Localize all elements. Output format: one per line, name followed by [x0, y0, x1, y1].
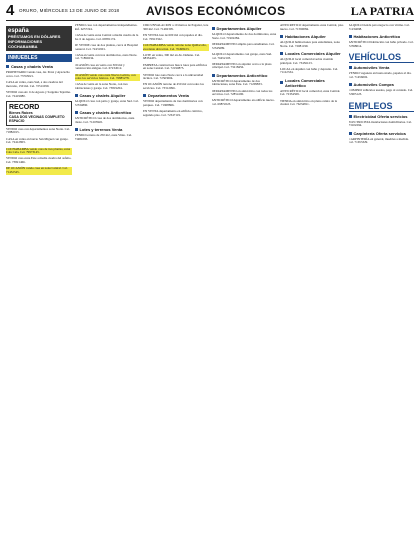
bullet-icon — [349, 83, 352, 86]
classified-ad: ALQUILO habitaciones para estudiantes, zona Norte. Cel. 72081199. — [280, 39, 340, 48]
subcategory-heading — [280, 51, 346, 56]
classified-ad: COMPRO vehículos usados, pago al contado. Cel. 72905123. — [348, 88, 414, 96]
classified-ad: DEPARTAMENTO amplio para estudiantes. Cel. 72345689. — [211, 41, 275, 50]
column-4 — [212, 24, 278, 542]
section-heading: EMPLEOS — [349, 101, 415, 112]
classified-ad: VENDO casa con departamentos zona Norte. Cel. 71882015. — [6, 126, 70, 135]
classified-ad: LOTE en venta, 300 m2 en Av. Dehene. Cel. 68334455. — [143, 52, 200, 61]
subcategory-label: Habitaciones Anticrético — [353, 33, 401, 39]
classified-ad: EMPRESA constructora busca lotes para edificios en zona Central. Cel. 72190875. — [143, 62, 208, 71]
bullet-icon — [349, 35, 352, 38]
subcategory-heading — [349, 114, 415, 119]
classified-ad: CASA en venta, zona Sud, a dos cuadras del mercado, 150 m2. Cel. 72511099. — [6, 79, 63, 88]
classified-ad: VENDO casa zona Este a media cuadra del asfalto. Cel. 73821466. — [6, 156, 72, 165]
classified-ad: EN VENTA lote de 600 m2 con papeles al día. Cel. 70913322. — [143, 32, 203, 41]
classified-ad: COCHABAMBA vendo terreno zona Quillacollo, excelente ubicación. Cel. 76498223. — [143, 42, 207, 51]
subcategory-heading — [212, 73, 278, 78]
subcategory-label: Locales Comerciales Anticrético — [284, 77, 325, 88]
page-number: 4 — [6, 2, 15, 19]
classified-ad: CASA de venta zona Central a media cuadra de la Av. 6 de Agosto. Cel. 69581174. — [74, 32, 139, 41]
subcategory-heading — [75, 110, 141, 115]
classified-ad: OCASIÓN vendo casa zona Nueva Galicia, con todos los servicios básicos. Cel. 76885278. — [75, 74, 141, 81]
bullet-icon — [75, 111, 78, 114]
classified-ad: ALQUILO departamento con garaje, zona Sud. Cel. 76452103. — [211, 51, 272, 60]
classified-ad: VENDO departamento de tres dormitorios con parqueo. Cel. 71908866. — [143, 99, 203, 108]
classified-ad: CARPINTERÍA en general, muebles a medida. Cel. 71653329. — [348, 136, 409, 145]
classified-ad: VENDO vagoneta en buen estado, papeles al día. Cel. 71456002. — [348, 71, 412, 80]
newspaper-logo: LA PATRIA — [350, 4, 414, 18]
classified-ad: ANTICRÉTICO local comercial, zona Central. Cel. 72334509. — [280, 88, 341, 97]
subcategory-label: Habitaciones Alquiler — [285, 33, 326, 39]
column-5 — [280, 24, 346, 542]
classified-ad: ANTICRÉTICO casa de dos dormitorios, zona Oeste. Cel. 71203945. — [74, 116, 135, 124]
column-1 — [6, 24, 72, 542]
bullet-icon — [280, 81, 283, 84]
display-ad — [6, 26, 72, 51]
classified-columns — [6, 24, 414, 542]
bullet-icon — [212, 74, 215, 77]
subcategory-label: Automóviles Compra — [353, 82, 394, 88]
bullet-icon — [280, 52, 283, 55]
subcategory-label: Casas y chalets Venta — [11, 64, 53, 69]
classified-ad: ANTICRÉTICO departamento zona Central, piso nuevo. Cel. 71590084. — [280, 24, 344, 31]
subcategory-heading — [75, 93, 141, 98]
subcategory-label: Casas y chalets Alquiler — [79, 93, 126, 99]
bullet-icon — [349, 66, 352, 69]
classified-ad: SE VENDE casa de dos plantas, cerca al Hospital General. Cel. 72431901. — [74, 42, 138, 51]
dateline: ORURO, MIÉRCOLES 13 DE JUNIO DE 2018 — [19, 8, 120, 13]
classified-ad: ANTICRÉTICO departamento en edificio nuevo. Cel. 69874523. — [211, 98, 275, 107]
subcategory-label: Electricidad Oferta servicios — [353, 113, 408, 119]
classified-ad: ALQUILO casa con patio y garaje, zona Sud. Cel. 72534890. — [74, 99, 139, 108]
bullet-icon — [75, 94, 78, 97]
subcategory-label: Locales Comerciales Alquiler — [285, 50, 341, 56]
column-6 — [349, 24, 415, 542]
subcategory-heading — [212, 26, 278, 31]
masthead — [6, 4, 414, 21]
bullet-icon — [280, 35, 283, 38]
subcategory-heading — [349, 82, 415, 87]
bullet-icon — [349, 132, 352, 135]
classified-ad: LOCAL en alquiler con baño y depósito. Cel. 71122334. — [280, 66, 339, 75]
classified-ad: ELECTRICISTA instalaciones domiciliarias. Cel. 73102294. — [348, 119, 412, 128]
subcategory-heading — [349, 131, 415, 136]
classified-ad: EN OCASIÓN terreno de 450 m2 con todos los servicios. Cel. 73312096. — [143, 82, 204, 91]
classified-ad: ALQUILO departamento de dos dormitorios, zona Norte. Cel. 71902284. — [211, 32, 277, 40]
subcategory-label: Carpintería Oferta servicios — [353, 130, 406, 136]
classified-ad: ALQUILO tienda para negocio con vitrina. Cel. 71234098. — [348, 24, 410, 31]
subcategory-heading — [280, 34, 346, 39]
classified-ad: VENDO casa con departamentos independientes. Ref. 6257194. — [74, 24, 138, 31]
classified-ad: CASA en venta con tres dormitorios, zona Norte. Cel. 71890234. — [74, 52, 138, 61]
display-ad-text: INFORMACIONES COCHABAMBA — [8, 39, 42, 49]
subcategory-heading — [143, 93, 209, 98]
subcategory-label: Lotes y terrenos Venta — [79, 127, 123, 133]
subcategory-label: Departamentos Anticrético — [216, 72, 268, 78]
display-ad-title: Bienes Raíces — [9, 110, 33, 115]
bullet-icon — [143, 94, 146, 97]
classified-ad: ALQUILO local comercial sobre avenida principal. Cel. 73456123. — [280, 56, 333, 65]
subcategory-label: Automóviles Venta — [353, 65, 390, 71]
display-ad — [6, 101, 72, 126]
classified-ad: DE OCASIÓN vendo casa en zona Central. Cel. 71452545. — [6, 167, 72, 174]
display-ad-text: CASA DOS VECINAS COMPLETO ESPACIO — [9, 114, 65, 123]
display-ad-title: PRÉSTAMOS EN DÓLARES — [8, 34, 61, 39]
subcategory-heading — [6, 64, 72, 69]
classified-ad: VENDO lote zona Norte cerca a la universidad técnica. Cel. 72563004. — [143, 72, 204, 81]
classified-ad: OCASIÓN casa en venta con 300 m2 y construcción antigua. Cel. 67234512. — [74, 62, 125, 71]
classified-ad: VENDO casa Av. 6 de Agosto y Sargento Tejerina. Cel. 72419980. — [6, 89, 71, 98]
subcategory-heading — [349, 65, 415, 70]
subcategory-label: Departamentos Venta — [148, 93, 189, 99]
classified-ad: VENDO terreno de 250 m2, zona Vinto. Cel. 73481093. — [74, 133, 132, 141]
category-heading: INMUEBLES — [6, 54, 72, 62]
subcategory-heading — [280, 78, 346, 88]
bullet-icon — [349, 115, 352, 118]
bullet-icon — [6, 65, 9, 68]
subcategory-label: Casas y chalets Anticrético — [79, 110, 132, 116]
classified-ad: DEPARTAMENTO en alquiler cerca a la plaza principal. Cel. 73218456. — [211, 61, 272, 70]
section-heading: VEHÍCULOS — [349, 52, 415, 63]
classified-ad: TIENDA en anticrético en pleno centro de la ciudad. Cel. 76234811. — [280, 98, 338, 107]
section-title: AVISOS ECONÓMICOS — [146, 4, 286, 18]
classified-ad: ANTICRÉTICO departamento de dos habitaciones, zona Este. Cel. 71209833. — [211, 78, 263, 87]
classified-ad: EN VENTA departamento en edificio céntrico, segundo piso. Cel. 72347119. — [143, 109, 203, 117]
bullet-icon — [212, 27, 215, 30]
classified-ad: CIRCUNVALACIÓN a 10 metros de Pagador, lote 300 m2. Cel. 71492305. — [143, 24, 209, 31]
column-3 — [143, 24, 209, 542]
classified-ad: DEPARTAMENTO en anticrético con todos los servicios. Cel. 72854190. — [211, 88, 273, 97]
classified-ad: CASA en venta en barrio San Miguel con garaje. Cel. 72412803. — [6, 136, 69, 145]
bullet-icon — [75, 128, 78, 131]
classified-ad: CASA de venta en la zona Norte, con tres habitaciones y garaje. Cel. 73819204. — [74, 82, 128, 91]
classified-ad: COCHABAMBA vendo casa de tres plantas, zona Cala Cala. Cel. 79973145. — [6, 146, 71, 155]
classified-ad: PROPIETARIO vende casa, Av. Petot y Ayacucho cerca. Cel. 73763021. — [6, 70, 70, 78]
classified-ad: ANTICRÉTICO habitación con baño privado. Cel. 72398014. — [348, 39, 414, 48]
subcategory-label: Departamentos Alquiler — [216, 26, 262, 31]
display-ad-logo: españa — [8, 28, 29, 34]
subcategory-heading — [349, 34, 415, 39]
column-2 — [75, 24, 141, 542]
display-ad-logo: RECORD — [9, 103, 40, 111]
subcategory-heading — [75, 127, 141, 132]
